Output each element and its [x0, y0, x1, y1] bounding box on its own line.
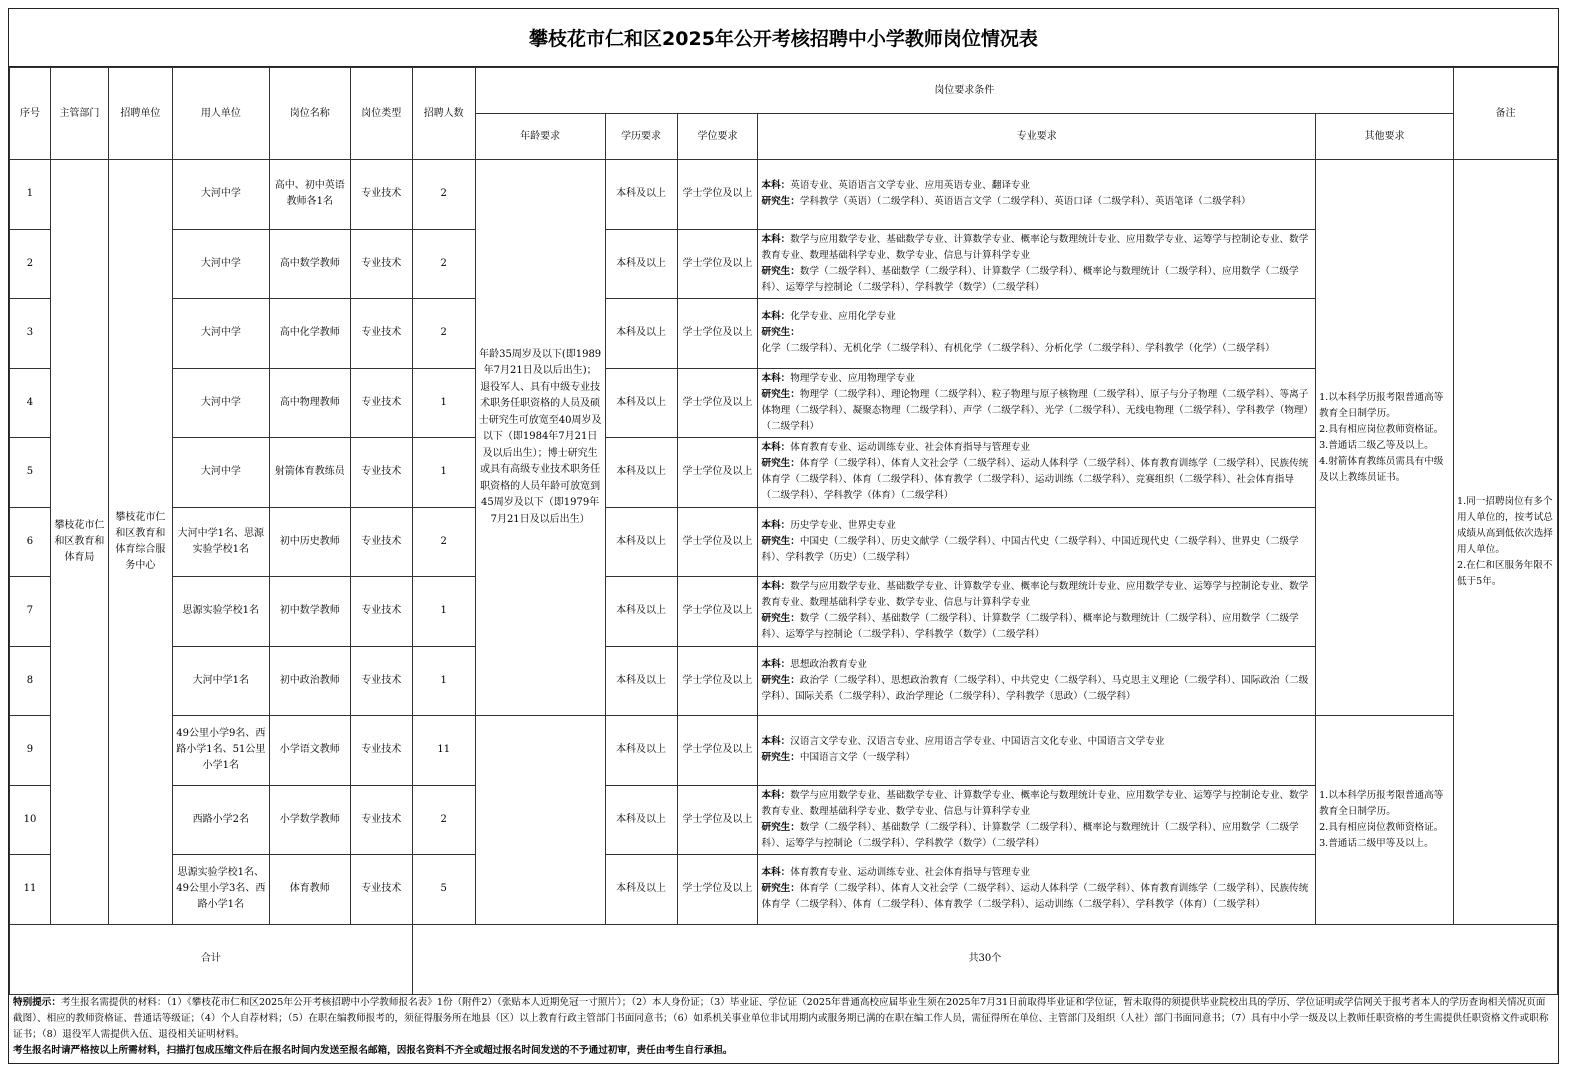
cell-seq: 1 [10, 160, 51, 230]
postgrad-majors: 数学（二级学科）、基础数学（二级学科）、计算数学（二级学科）、概率论与数理统计（二级学科）、应用数学（二级学科）、运筹学与控制论（二级学科）、学科教学（数学）（二级学科） [761, 265, 1299, 293]
cell-count: 2 [412, 160, 475, 230]
cell-seq: 2 [10, 229, 51, 299]
cell-count: 11 [412, 716, 475, 786]
cell-employer: 思源实验学校1名、49公里小学3名、西路小学1名 [172, 855, 269, 925]
cell-unit: 攀枝花市仁和区教育和体育综合服务中心 [108, 160, 172, 925]
undergrad-label: 本科： [761, 658, 791, 670]
cell-position: 高中数学教师 [269, 229, 350, 299]
cell-major [758, 785, 1316, 855]
cell-position: 高中、初中英语教师各1名 [269, 160, 350, 230]
undergrad-majors: 体育教育专业、运动训练专业、社会体育指导与管理专业 [790, 867, 1031, 879]
header-type: 岗位类型 [350, 68, 412, 160]
undergrad-label: 本科： [761, 311, 791, 323]
cell-count: 5 [412, 855, 475, 925]
postgrad-majors: 体育学（二级学科）、体育人文社会学（二级学科）、运动人体科学（二级学科）、体育教育训练学（二级学科）、民族传统体育学（二级学科）、体育（二级学科）、体育教学（二级学科）、运动训练（二级学科）、学科教学（体育）（二级学科） [761, 883, 1309, 911]
undergrad-label: 本科： [761, 789, 791, 801]
cell-count: 1 [412, 577, 475, 647]
cell-degree: 学士学位及以上 [677, 577, 758, 647]
undergrad-label: 本科： [761, 519, 791, 531]
postgrad-label: 研究生： [761, 821, 800, 833]
cell-degree: 学士学位及以上 [677, 716, 758, 786]
cell-major [758, 646, 1316, 716]
cell-position: 初中政治教师 [269, 646, 350, 716]
header-seq: 序号 [10, 68, 51, 160]
postgrad-majors: 中国语言文学（一级学科） [799, 752, 915, 764]
cell-degree: 学士学位及以上 [677, 160, 758, 230]
postgrad-majors: 数学（二级学科）、基础数学（二级学科）、计算数学（二级学科）、概率论与数理统计（二级学科）、应用数学（二级学科）、运筹学与控制论（二级学科）、学科教学（数学）（二级学科） [761, 821, 1299, 849]
cell-type: 专业技术 [350, 160, 412, 230]
notes-section [9, 995, 1558, 1063]
cell-degree: 学士学位及以上 [677, 229, 758, 299]
header-remark: 备注 [1453, 68, 1557, 160]
postgrad-label: 研究生： [761, 674, 800, 686]
cell-degree: 学士学位及以上 [677, 646, 758, 716]
cell-type: 专业技术 [350, 507, 412, 577]
cell-employer: 49公里小学9名、西路小学1名、51公里小学1名 [172, 716, 269, 786]
postgrad-label: 研究生： [761, 613, 800, 625]
cell-seq: 5 [10, 438, 51, 508]
header-position: 岗位名称 [269, 68, 350, 160]
cell-degree: 学士学位及以上 [677, 368, 758, 438]
notes-body: 考生报名需提供的材料：（1）《攀枝花市仁和区2025年公开考核招聘中小学教师报名表》1份（附件2）（张贴本人近期免冠一寸照片）；（2）本人身份证；（3）毕业证、学位证（2025年普通高校应届毕业生须在2025年7月31日前取得毕业证和学位证，暂未取得的须提供毕业院校出具的学历、学位证明或学信网关于报考者本人的学历查询相关情况页面截图）、相应的教师资格证、普通话等级证；（4）个人自荐材料；（5）在职在编教师报考的，须征得服务所在地县（区）以上教育行政主管部门书面同意书；（6）如系机关事业单位非试用期内或服务期已满的在职在编工作人员，需征得所在单位、主管部门及组织（人社）部门书面同意书；（7）具有中小学一级及以上教师任职资格的考生需提供任职资格文件或职称证书；（8）退役军人需提供入伍、退役相关证明材料。 [13, 997, 1549, 1040]
undergrad-majors: 物理学专业、应用物理学专业 [790, 372, 915, 384]
undergrad-label: 本科： [761, 180, 791, 192]
cell-age: 年龄35周岁及以下(即1989年7月21日及以后出生)；退役军人、具有中级专业技术职务任职资格的人员及硕士研究生可放宽至40周岁及以下（即1984年7月21日及以后出生）；博士研究生或具有高级专业技术职务任职资格的人员年龄可放宽到45周岁及以下（即1979年7月21日及以后出生） [475, 160, 605, 716]
cell-dept: 攀枝花市仁和区教育和体育局 [50, 160, 108, 925]
postgrad-label: 研究生： [761, 535, 800, 547]
cell-major [758, 299, 1316, 369]
positions-table [9, 67, 1558, 995]
header-count: 招聘人数 [412, 68, 475, 160]
undergrad-majors: 汉语言文学专业、汉语言专业、应用语言学专业、中国语言文化专业、中国语言文学专业 [790, 736, 1165, 748]
undergrad-majors: 数学与应用数学专业、基础数学专业、计算数学专业、概率论与数理统计专业、应用数学专业、运筹学与控制论专业、数学教育专业、数理基础科学专业、数学专业、信息与计算科学专业 [761, 581, 1309, 609]
postgrad-majors: 体育学（二级学科）、体育人文社会学（二级学科）、运动人体科学（二级学科）、体育教育训练学（二级学科）、民族传统体育学（二级学科）、体育（二级学科）、体育教学（二级学科）、运动训练（二级学科）、竞赛组织（二级学科）、社会体育指导（二级学科）、学科教学（体育）（二级学科） [761, 458, 1309, 502]
cell-degree: 学士学位及以上 [677, 299, 758, 369]
header-edu: 学历要求 [605, 114, 677, 160]
cell-degree: 学士学位及以上 [677, 855, 758, 925]
cell-employer: 西路小学2名 [172, 785, 269, 855]
cell-type: 专业技术 [350, 299, 412, 369]
postgrad-label: 研究生： [761, 883, 800, 895]
postgrad-label: 研究生： [761, 265, 800, 277]
cell-major [758, 438, 1316, 508]
page-title: 攀枝花市仁和区2025年公开考核招聘中小学教师岗位情况表 [9, 9, 1558, 67]
cell-position: 高中物理教师 [269, 368, 350, 438]
cell-type: 专业技术 [350, 368, 412, 438]
cell-count: 2 [412, 507, 475, 577]
cell-edu: 本科及以上 [605, 438, 677, 508]
cell-type: 专业技术 [350, 855, 412, 925]
postgrad-label: 研究生： [761, 458, 800, 470]
undergrad-label: 本科： [761, 233, 791, 245]
header-age: 年龄要求 [475, 114, 605, 160]
cell-edu: 本科及以上 [605, 229, 677, 299]
postgrad-majors: 物理学（二级学科）、理论物理（二级学科）、粒子物理与原子核物理（二级学科）、原子与分子物理（二级学科）、等离子体物理（二级学科）、凝聚态物理（二级学科）、声学（二级学科）、光学（二级学科）、无线电物理（二级学科）、学科教学（物理）（二级学科） [761, 388, 1309, 432]
cell-seq: 4 [10, 368, 51, 438]
cell-position: 高中化学教师 [269, 299, 350, 369]
cell-position: 体育教师 [269, 855, 350, 925]
cell-seq: 8 [10, 646, 51, 716]
cell-remark: 1.同一招聘岗位有多个用人单位的，按考试总成绩从高到低依次选择用人单位。 2.在仁和区服务年限不低于5年。 [1453, 160, 1557, 925]
postgrad-label: 研究生： [761, 752, 800, 764]
postgrad-majors: 政治学（二级学科）、思想政治教育（二级学科）、中共党史（二级学科）、马克思主义理论（二级学科）、国际政治（二级学科）、国际关系（二级学科）、政治学理论（二级学科）、学科教学（思政）（二级学科） [761, 674, 1309, 702]
undergrad-majors: 体育教育专业、运动训练专业、社会体育指导与管理专业 [790, 442, 1031, 454]
cell-employer: 大河中学 [172, 229, 269, 299]
cell-edu: 本科及以上 [605, 785, 677, 855]
postgrad-majors: 数学（二级学科）、基础数学（二级学科）、计算数学（二级学科）、概率论与数理统计（二级学科）、应用数学（二级学科）、运筹学与控制论（二级学科）、学科教学（数学）（二级学科） [761, 613, 1299, 641]
table-row [10, 160, 1558, 230]
cell-seq: 6 [10, 507, 51, 577]
cell-seq: 9 [10, 716, 51, 786]
cell-edu: 本科及以上 [605, 646, 677, 716]
cell-edu: 本科及以上 [605, 577, 677, 647]
cell-employer: 大河中学 [172, 160, 269, 230]
document-frame [8, 8, 1559, 1064]
header-major: 专业要求 [758, 114, 1316, 160]
cell-position: 初中数学教师 [269, 577, 350, 647]
cell-type: 专业技术 [350, 229, 412, 299]
cell-edu: 本科及以上 [605, 368, 677, 438]
header-dept: 主管部门 [50, 68, 108, 160]
postgrad-majors: 中国史（二级学科）、历史文献学（二级学科）、中国古代史（二级学科）、中国近现代史（二级学科）、世界史（二级学科）、学科教学（历史）（二级学科） [761, 535, 1299, 563]
cell-edu: 本科及以上 [605, 855, 677, 925]
cell-edu: 本科及以上 [605, 716, 677, 786]
cell-degree: 学士学位及以上 [677, 785, 758, 855]
cell-type: 专业技术 [350, 785, 412, 855]
cell-major [758, 507, 1316, 577]
postgrad-label: 研究生： [761, 196, 800, 208]
cell-seq: 3 [10, 299, 51, 369]
header-other: 其他要求 [1316, 114, 1454, 160]
header-unit: 招聘单位 [108, 68, 172, 160]
total-label: 合计 [10, 924, 413, 994]
cell-edu: 本科及以上 [605, 160, 677, 230]
undergrad-label: 本科： [761, 442, 791, 454]
notes-final: 考生报名时请严格按以上所需材料，扫描打包成压缩文件后在报名时间内发送至报名邮箱，因报名资料不齐全或超过报名时间发送的不予通过初审，责任由考生自行承担。 [13, 1045, 733, 1056]
table-row [10, 716, 1558, 786]
cell-employer: 大河中学1名 [172, 646, 269, 716]
cell-other: 1.以本科学历报考限普通高等教育全日制学历。 2.具有相应岗位教师资格证。 3.普通话二级乙等及以上。 4.射箭体育教练员需具有中级及以上教练员证书。 [1316, 160, 1454, 716]
cell-other: 1.以本科学历报考限普通高等教育全日制学历。 2.具有相应岗位教师资格证。 3.普通话二级甲等及以上。 [1316, 716, 1454, 925]
cell-count: 1 [412, 368, 475, 438]
total-row [10, 924, 1558, 994]
cell-major [758, 368, 1316, 438]
postgrad-majors: 化学（二级学科）、无机化学（二级学科）、有机化学（二级学科）、分析化学（二级学科）、学科教学（化学）（二级学科） [761, 343, 1275, 355]
cell-employer: 思源实验学校1名 [172, 577, 269, 647]
undergrad-label: 本科： [761, 581, 791, 593]
postgrad-label: 研究生： [761, 327, 800, 339]
cell-degree: 学士学位及以上 [677, 507, 758, 577]
cell-employer: 大河中学 [172, 368, 269, 438]
cell-position: 射箭体育教练员 [269, 438, 350, 508]
undergrad-majors: 化学专业、应用化学专业 [790, 311, 896, 323]
cell-type: 专业技术 [350, 716, 412, 786]
total-value: 共30个 [412, 924, 1557, 994]
cell-major [758, 716, 1316, 786]
cell-major [758, 160, 1316, 230]
cell-employer: 大河中学 [172, 299, 269, 369]
cell-type: 专业技术 [350, 577, 412, 647]
cell-type: 专业技术 [350, 646, 412, 716]
cell-position: 小学数学教师 [269, 785, 350, 855]
cell-count: 1 [412, 438, 475, 508]
undergrad-label: 本科： [761, 372, 791, 384]
cell-count: 2 [412, 229, 475, 299]
cell-edu: 本科及以上 [605, 299, 677, 369]
cell-type: 专业技术 [350, 438, 412, 508]
header-conditions: 岗位要求条件 [475, 68, 1453, 114]
undergrad-label: 本科： [761, 736, 791, 748]
cell-degree: 学士学位及以上 [677, 438, 758, 508]
undergrad-majors: 英语专业、英语语言文学专业、应用英语专业、翻译专业 [790, 180, 1031, 192]
cell-edu: 本科及以上 [605, 507, 677, 577]
cell-count: 2 [412, 785, 475, 855]
cell-major [758, 855, 1316, 925]
cell-age-empty [475, 716, 605, 925]
header-degree: 学位要求 [677, 114, 758, 160]
header-employer: 用人单位 [172, 68, 269, 160]
postgrad-label: 研究生： [761, 388, 800, 400]
undergrad-majors: 思想政治教育专业 [790, 658, 868, 670]
cell-position: 小学语文教师 [269, 716, 350, 786]
cell-seq: 10 [10, 785, 51, 855]
cell-seq: 7 [10, 577, 51, 647]
notes-lead: 特别提示： [13, 997, 61, 1008]
cell-employer: 大河中学1名、思源实验学校1名 [172, 507, 269, 577]
cell-major [758, 229, 1316, 299]
cell-major [758, 577, 1316, 647]
cell-seq: 11 [10, 855, 51, 925]
undergrad-majors: 数学与应用数学专业、基础数学专业、计算数学专业、概率论与数理统计专业、应用数学专业、运筹学与控制论专业、数学教育专业、数理基础科学专业、数学专业、信息与计算科学专业 [761, 789, 1309, 817]
cell-employer: 大河中学 [172, 438, 269, 508]
cell-position: 初中历史教师 [269, 507, 350, 577]
cell-count: 2 [412, 299, 475, 369]
undergrad-majors: 数学与应用数学专业、基础数学专业、计算数学专业、概率论与数理统计专业、应用数学专业、运筹学与控制论专业、数学教育专业、数理基础科学专业、数学专业、信息与计算科学专业 [761, 233, 1309, 261]
undergrad-label: 本科： [761, 867, 791, 879]
cell-count: 1 [412, 646, 475, 716]
postgrad-majors: 学科教学（英语）（二级学科）、英语语言文学（二级学科）、英语口译（二级学科）、英语笔译（二级学科） [799, 196, 1251, 208]
undergrad-majors: 历史学专业、世界史专业 [790, 519, 896, 531]
